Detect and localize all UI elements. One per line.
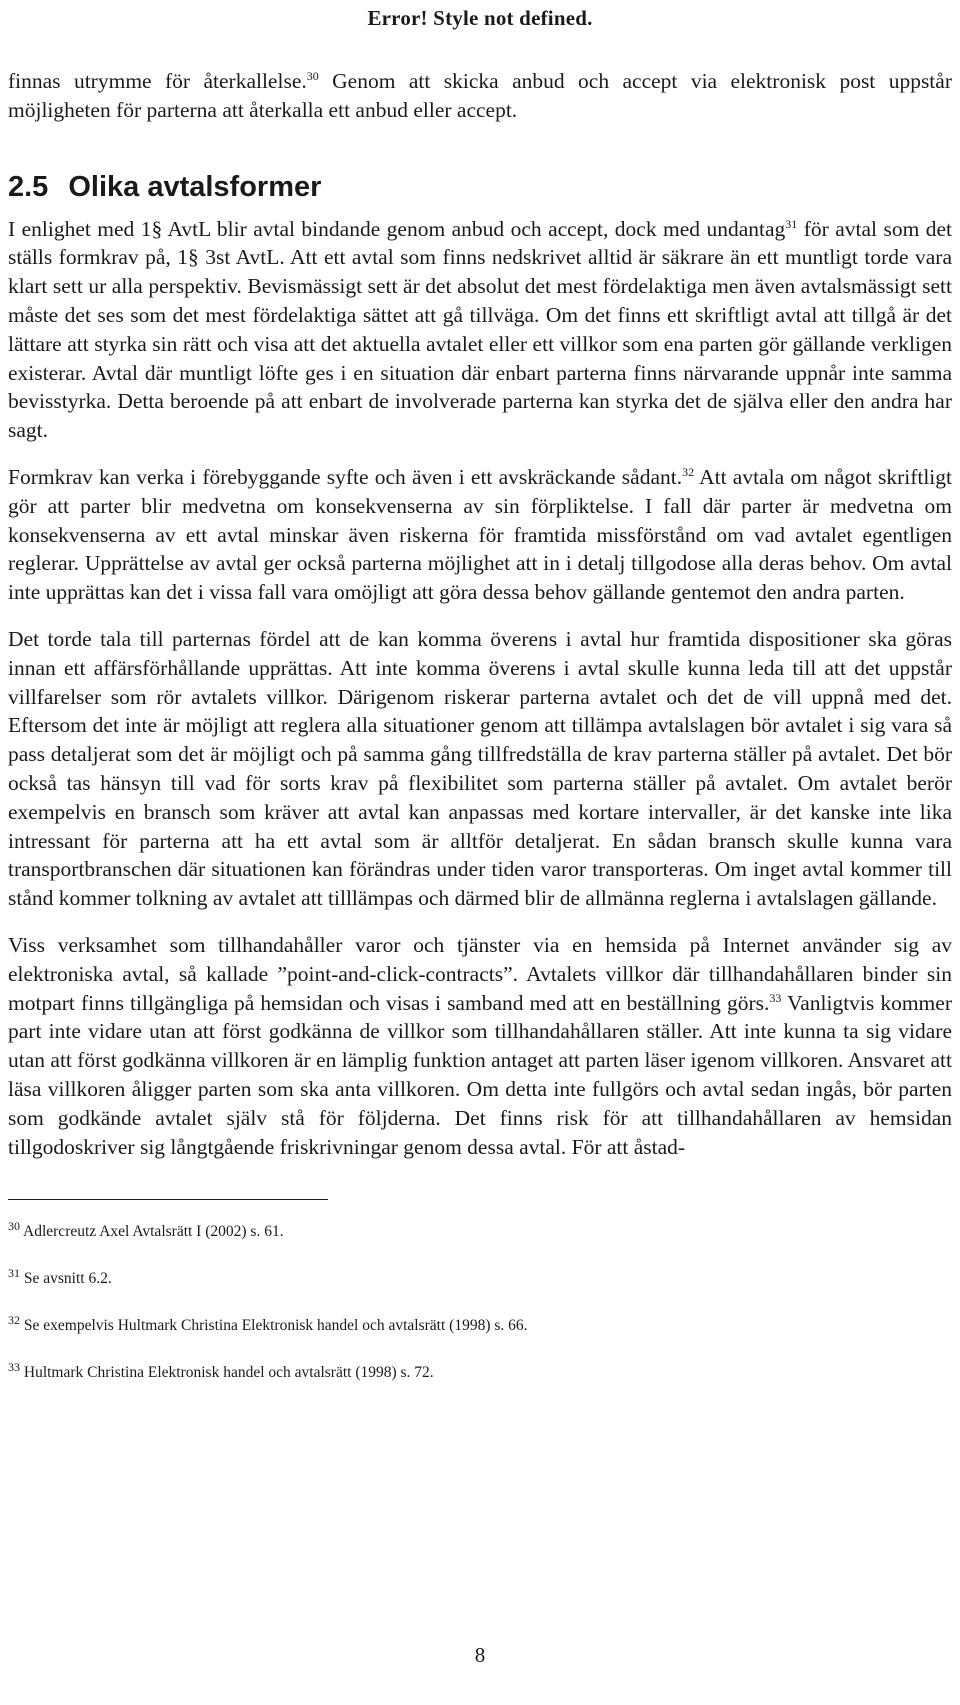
paragraph-2-text-a: I enlighet med 1§ AvtL blir avtal bindande genom anbud och accept, dock med undantag xyxy=(8,216,786,241)
page-number: 8 xyxy=(474,1643,486,1667)
footnote-number: 31 xyxy=(8,1266,20,1281)
paragraph-2 xyxy=(8,215,952,445)
footnote-32 xyxy=(8,1313,952,1336)
footnote-31 xyxy=(8,1266,952,1289)
paragraph-3-text-a: Formkrav kan verka i förebyggande syfte och även i ett avskräckande sådant. xyxy=(8,464,683,489)
footnote-ref-30[interactable]: 30 xyxy=(306,68,319,83)
footnote-30 xyxy=(8,1219,952,1242)
paragraph-4: Det torde tala till parternas fördel att de kan komma överens i avtal hur framtida dispositioner ska göras innan ett affärsförhållande upprättas. Att inte komma överens i avtal skulle kunna leda till att det uppstår villfarelser som rör avtalets villkor. Därigenom riskerar parterna avtalet och det de vill uppnå med det. Eftersom det inte är möjligt att reglera alla situationer genom att tillämpa avtalslagen bör avtalet i sig vara så pass detaljerat som det är möjligt och på samma gång tillfredställa de krav parterna ställer på avtalet. Det bör också tas hänsyn till vad för sorts krav på flexibilitet som parterna ställer på avtalet. Om avtalet berör exempelvis en bransch som kräver att avtal kan anpassas med kortare intervaller, är det kanske inte lika intressant för parterna att ha ett avtal som är alltför detaljerat. En sådan bransch skulle kunna vara transportbranschen där situationen kan förändras under tiden varor transporteras. Om inget avtal kommer till stånd kommer tolkning av avtalet att tilllämpas och därmed blir de allmänna reglerna i avtalslagen gällande. xyxy=(8,626,952,911)
footnote-33 xyxy=(8,1360,952,1383)
footnote-number: 32 xyxy=(8,1313,20,1328)
paragraph-5-text-b: Vanligtvis kommer part inte vidare utan att först godkänna de villkor som tillhandahållaren ställer. Att inte kunna ta sig vidare utan att först godkänna villkoren är en lämplig funktion antaget att parten läser igenom villkoren. Ansvaret att läsa villkoren åligger parten som ska anta villkoren. Om detta inte fullgörs och avtal sedan ingås, bör parten som godkände avtalet själv stå för följderna. Det finns risk för att tillhandahållaren av hemsidan tillgodoskriver sig långtgående friskrivningar genom dessa avtal. För att åstad- xyxy=(8,990,952,1159)
paragraph-5 xyxy=(8,931,952,1161)
footnote-text: Se avsnitt 6.2. xyxy=(20,1270,112,1288)
paragraph-1-text: finnas utrymme för återkallelse. xyxy=(8,69,307,93)
paragraph-3-text-b: Att avtala om något skriftligt gör att parter blir medvetna om konsekvenserna av sin förpliktelse. I fall där parter är medvetna om konsekvenserna av ett avtal minskar även riskerna för framtida missförstånd om vad avtalet egentligen reglerar. Upprättelse av avtal ger också parterna möjlighet att in i detalj tillgodose alla deras behov. Om avtal inte upprättas kan det i vissa fall vara omöjligt att göra dessa behov gällande gentemot den andra parten. xyxy=(8,464,953,605)
footnote-number: 30 xyxy=(8,1219,20,1234)
footnote-ref-33[interactable]: 33 xyxy=(769,990,782,1005)
footnote-text: Se exempelvis Hultmark Christina Elektronisk handel och avtalsrätt (1998) s. 66. xyxy=(20,1317,528,1335)
section-number: 2.5 xyxy=(8,170,49,203)
paragraph-1 xyxy=(8,67,952,125)
document-page xyxy=(8,0,952,1705)
section-heading xyxy=(8,169,952,205)
paragraph-2-text-b: för avtal som det ställs formkrav på, 1§ 3st AvtL. Att ett avtal som finns nedskrivet alltid är säkrare än ett muntligt torde vara klart sett ur alla perspektiv. Bevismässigt sett är det absolut det mest fördelaktiga men även avtalsmässigt sett måste det ses som det mest fördelaktiga sättet att gå tillväga. Om det finns ett skriftligt avtal att tillgå är det lättare att styrka sin rätt och visa att det aktuella avtalet eller ett villkor som ena parten gör gällande verkligen existerar. Avtal där muntligt löfte ges i en situation där enbart parterna finns närvarande uppnår inte samma bevisstyrka. Detta beroende på att enbart de involverade parterna kan styrka det de själva eller den andra har sagt. xyxy=(8,216,953,443)
section-title: Olika avtalsformer xyxy=(68,170,322,203)
paragraph-3 xyxy=(8,463,952,607)
footnotes xyxy=(8,1219,952,1383)
footnote-number: 33 xyxy=(8,1360,20,1375)
paragraph-1-text-b: Genom att skicka anbud och accept via elektronisk post uppstår möjligheten för parterna att återkalla ett anbud eller accept. xyxy=(8,69,952,122)
footnote-text: Hultmark Christina Elektronisk handel och avtalsrätt (1998) s. 72. xyxy=(20,1364,434,1382)
paragraph-5-text-a: Viss verksamhet som tillhandahåller varor och tjänster via en hemsida på Internet använder sig av elektroniska avtal, så kallade ”point-and-click-contracts”. Avtalets villkor där tillhandahållaren binder sin motpart finns tillgängliga på hemsidan och visas i samband med att en beställning görs. xyxy=(8,932,952,1015)
footnote-text: Adlercreutz Axel Avtalsrätt I (2002) s. 61. xyxy=(20,1223,284,1241)
footnote-ref-31[interactable]: 31 xyxy=(785,216,798,231)
footnote-divider xyxy=(8,1199,328,1200)
running-header: Error! Style not defined. xyxy=(367,6,593,30)
footnote-ref-32[interactable]: 32 xyxy=(682,464,695,479)
